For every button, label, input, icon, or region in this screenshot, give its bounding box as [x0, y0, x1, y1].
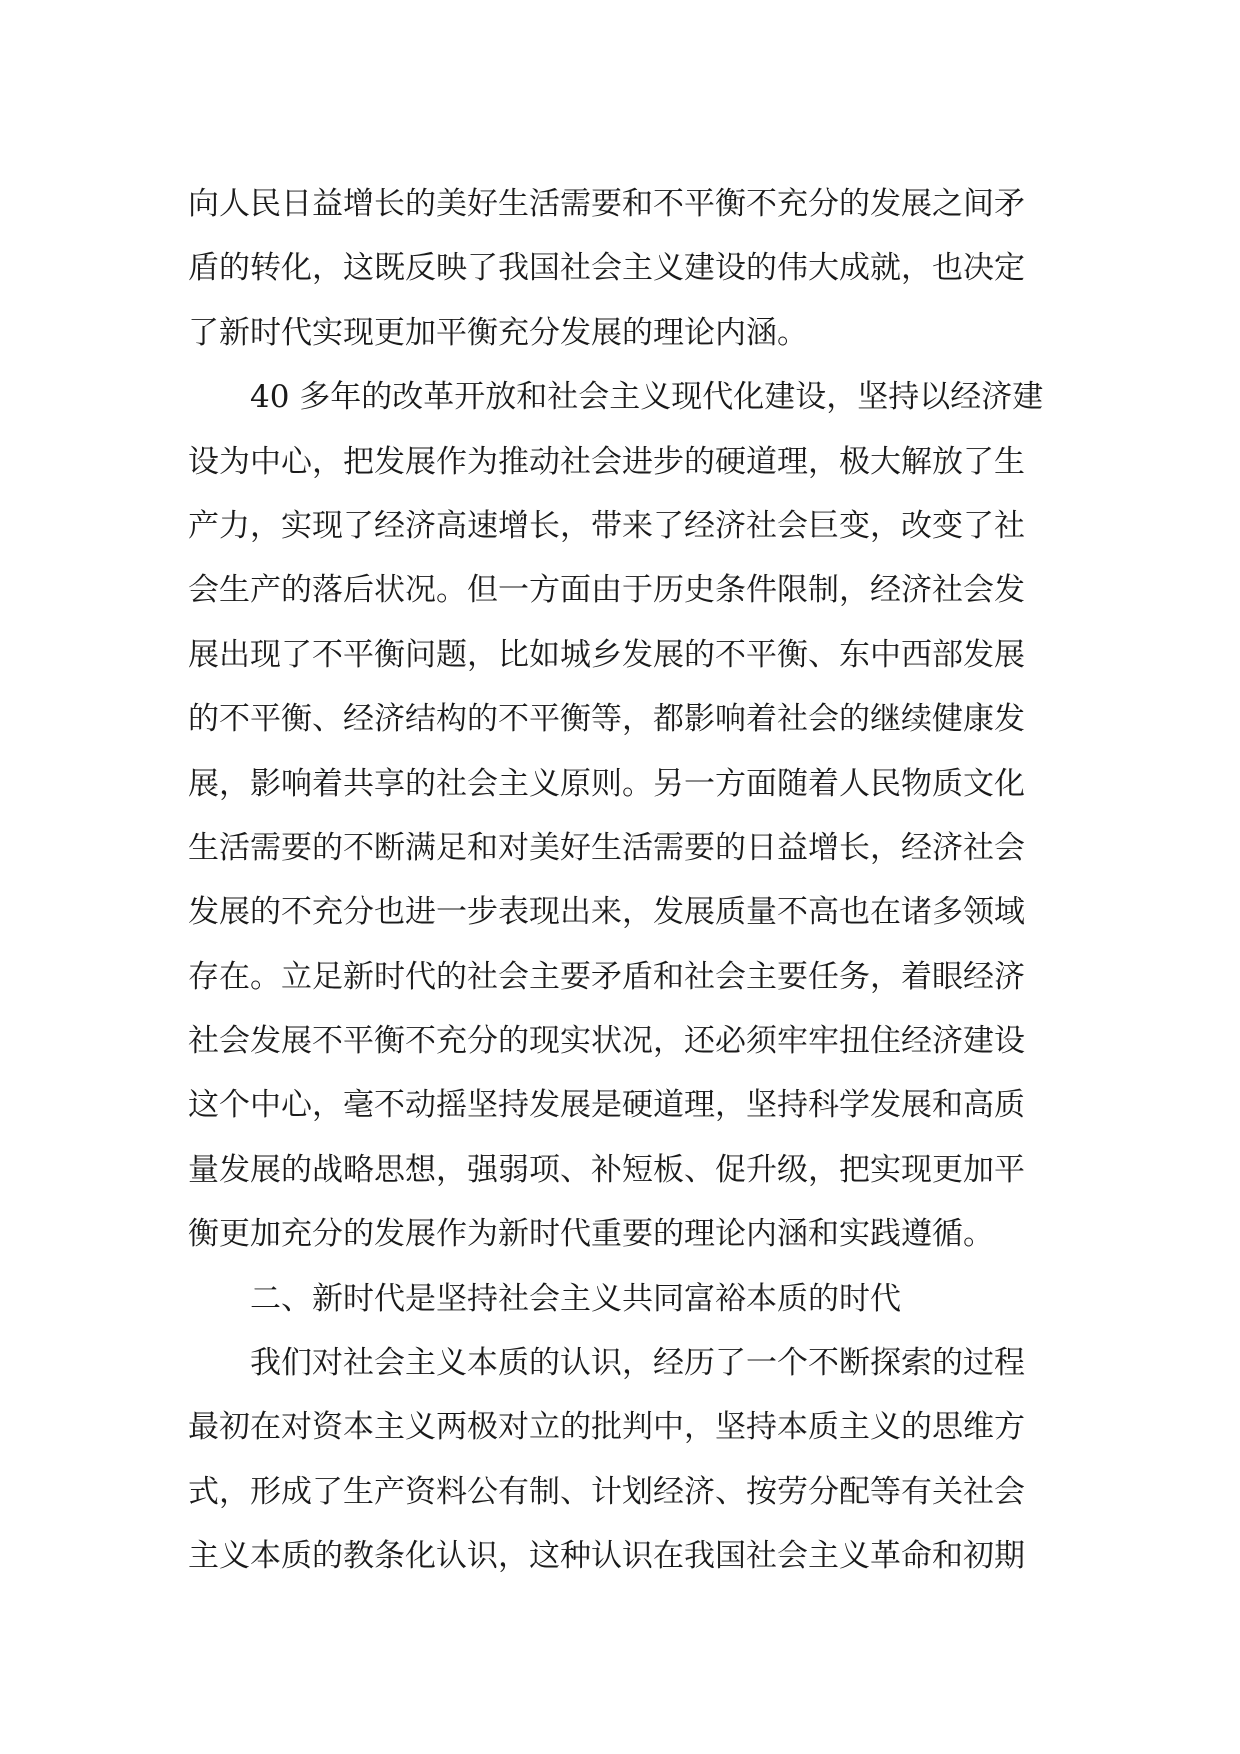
text-line: 这个中心，毫不动摇坚持发展是硬道理，坚持科学发展和高质: [188, 1087, 1025, 1124]
text-line: 式，形成了生产资料公有制、计划经济、按劳分配等有关社会: [188, 1473, 1025, 1510]
section-heading: 二、新时代是坚持社会主义共同富裕本质的时代: [250, 1280, 901, 1317]
text-line: 社会发展不平衡不充分的现实状况，还必须牢牢扭住经济建设: [188, 1023, 1025, 1060]
text-line: 最初在对资本主义两极对立的批判中，坚持本质主义的思维方: [188, 1409, 1025, 1446]
text-line: 的不平衡、经济结构的不平衡等，都影响着社会的继续健康发: [188, 701, 1025, 738]
text-line: 存在。立足新时代的社会主要矛盾和社会主要任务，着眼经济: [188, 958, 1025, 995]
text-line: 衡更加充分的发展作为新时代重要的理论内涵和实践遵循。: [188, 1216, 994, 1253]
text-line: 生活需要的不断满足和对美好生活需要的日益增长，经济社会: [188, 829, 1025, 866]
document-body: [188, 172, 1058, 1589]
text-line: 盾的转化，这既反映了我国社会主义建设的伟大成就，也决定: [188, 250, 1025, 287]
text-line: 展，影响着共享的社会主义原则。另一方面随着人民物质文化: [188, 765, 1025, 802]
paragraph-first-line: 我们对社会主义本质的认识，经历了一个不断探索的过程: [250, 1345, 1025, 1382]
text-line: 会生产的落后状况。但一方面由于历史条件限制，经济社会发: [188, 572, 1025, 609]
text-line: 展出现了不平衡问题，比如城乡发展的不平衡、东中西部发展: [188, 636, 1025, 673]
text-line: 主义本质的教条化认识，这种认识在我国社会主义革命和初期: [188, 1538, 1025, 1575]
text-line: 了新时代实现更加平衡充分发展的理论内涵。: [188, 314, 808, 351]
text-line: 量发展的战略思想，强弱项、补短板、促升级，把实现更加平: [188, 1151, 1025, 1188]
text-line: 发展的不充分也进一步表现出来，发展质量不高也在诸多领域: [188, 894, 1025, 931]
text-line: 设为中心，把发展作为推动社会进步的硬道理，极大解放了生: [188, 443, 1025, 480]
text-line: 产力，实现了经济高速增长，带来了经济社会巨变，改变了社: [188, 507, 1025, 544]
paragraph-first-line: 40 多年的改革开放和社会主义现代化建设，坚持以经济建: [250, 379, 1044, 416]
text-line: 向人民日益增长的美好生活需要和不平衡不充分的发展之间矛: [188, 186, 1025, 222]
